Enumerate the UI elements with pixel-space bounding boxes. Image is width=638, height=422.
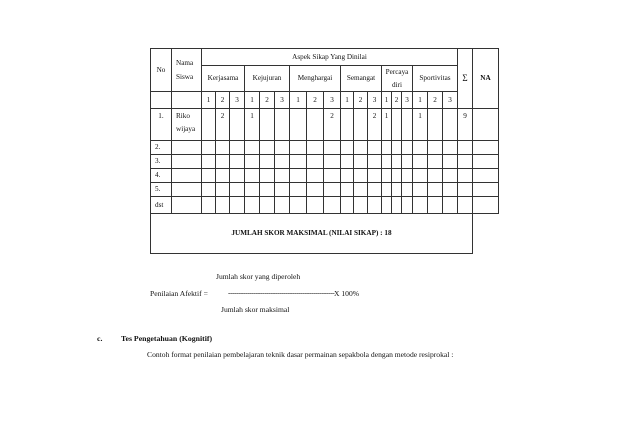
aspect-menghargai: Menghargai [290, 66, 341, 92]
formula-numerator: Jumlah skor yang diperoleh [216, 272, 301, 281]
aspect-percaya-line1: Percaya [385, 67, 409, 76]
score-cell [402, 109, 413, 141]
score-cell [202, 109, 216, 141]
score-cell [341, 109, 354, 141]
score-cell [354, 109, 368, 141]
score-label: 2 [260, 92, 275, 109]
score-label: 2 [354, 92, 368, 109]
table-row [151, 155, 499, 169]
aspect-semangat: Semangat [341, 66, 382, 92]
score-cell [275, 109, 290, 141]
sigma-cell: 9 [458, 109, 473, 141]
nama-header [172, 49, 202, 92]
formula-multiplier: X 100% [334, 289, 360, 298]
score-cell [443, 109, 458, 141]
formula-divider: -------------------------------------------------- [228, 288, 335, 297]
score-label: 2 [307, 92, 324, 109]
student-name [172, 109, 202, 141]
section-text: Contoh format penilaian pembelajaran teknik dasar permainan sepakbola dengan metode resiprokal : [147, 350, 454, 359]
score-cell: 2 [368, 109, 382, 141]
table-row [151, 197, 499, 214]
score-label: 1 [341, 92, 354, 109]
formula-denominator: Jumlah skor maksimal [221, 305, 290, 314]
score-cell [307, 109, 324, 141]
score-cell: 2 [216, 109, 230, 141]
aspect-percaya-line2: diri [392, 81, 402, 89]
aspect-kerjasama: Kerjasama [202, 66, 245, 92]
row-number: 1. [151, 109, 172, 141]
max-score-footer: JUMLAH SKOR MAKSIMAL (NILAI SIKAP) : 18 [151, 214, 473, 254]
nama-header-line1: Nama [176, 59, 194, 68]
na-header: NA [473, 49, 499, 109]
na-cell [473, 109, 499, 141]
row-number: 4. [151, 169, 172, 183]
score-label: 1 [413, 92, 428, 109]
nama-header-line2: Siswa [176, 72, 194, 81]
student-name-line2: wijaya [176, 125, 196, 134]
formula-label: Penilaian Afektif = [150, 289, 208, 298]
score-label: 2 [428, 92, 443, 109]
score-label: 3 [324, 92, 341, 109]
score-label: 3 [443, 92, 458, 109]
no-header: No [151, 49, 172, 92]
score-cell: 1 [413, 109, 428, 141]
aspect-percaya-diri [382, 66, 413, 92]
score-label: 1 [290, 92, 307, 109]
row-number: 3. [151, 155, 172, 169]
table-row [151, 169, 499, 183]
aspect-sportivitas: Sportivitas [413, 66, 458, 92]
score-spacer [172, 92, 202, 109]
score-cell: 2 [324, 109, 341, 141]
score-cell [260, 109, 275, 141]
table-row [151, 183, 499, 197]
score-cell: 1 [382, 109, 392, 141]
section-title: Tes Pengetahuan (Kognitif) [121, 334, 213, 343]
table-row [151, 109, 499, 141]
row-number: 5. [151, 183, 172, 197]
score-label: 3 [230, 92, 245, 109]
score-cell [428, 109, 443, 141]
row-number: 2. [151, 141, 172, 155]
score-label: 1 [382, 92, 392, 109]
attitude-assessment-table [150, 48, 499, 254]
aspect-kejujuran: Kejujuran [245, 66, 290, 92]
sigma-header: Σ [458, 49, 473, 109]
section-letter: c. [97, 334, 103, 343]
score-label: 3 [368, 92, 382, 109]
score-label: 1 [202, 92, 216, 109]
student-name-line1: Riko [176, 112, 190, 120]
score-cell: 1 [245, 109, 260, 141]
score-cell [230, 109, 245, 141]
score-cell [392, 109, 402, 141]
score-spacer [151, 92, 172, 109]
table-row [151, 141, 499, 155]
score-label: 3 [275, 92, 290, 109]
score-label: 1 [245, 92, 260, 109]
score-label: 2 [392, 92, 402, 109]
score-label: 3 [402, 92, 413, 109]
score-cell [290, 109, 307, 141]
score-label: 2 [216, 92, 230, 109]
aspek-header: Aspek Sikap Yang Dinilai [202, 49, 458, 66]
row-number: dst [151, 197, 172, 214]
